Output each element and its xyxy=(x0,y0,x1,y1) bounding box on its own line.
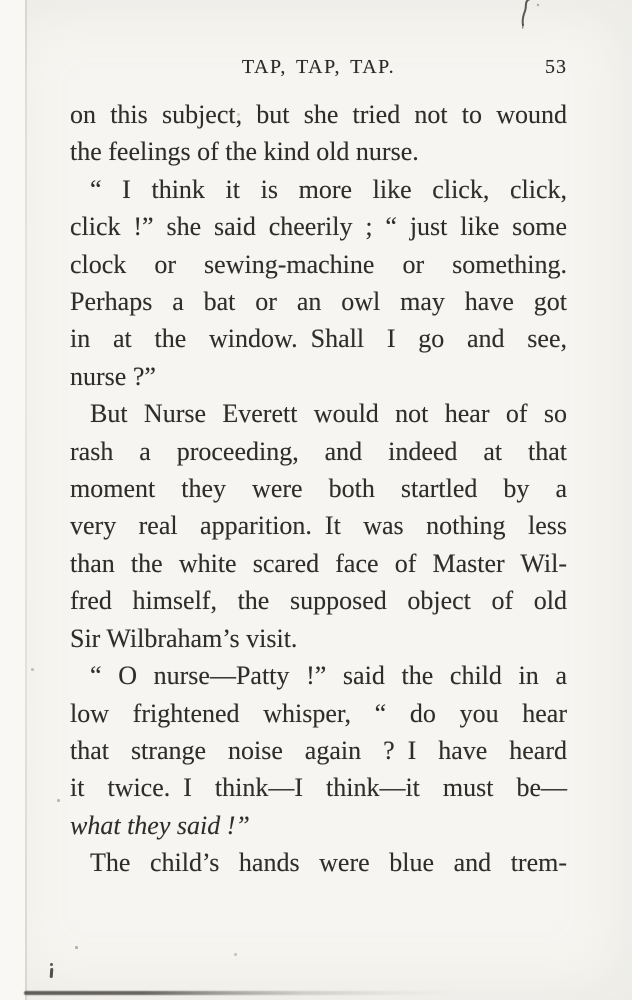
text-line: fred himself, the supposed object of old xyxy=(70,586,567,616)
text-line: click !” she said cheerily ; “ just like some xyxy=(70,212,567,242)
page-number: 53 xyxy=(545,56,567,78)
page-text xyxy=(70,96,567,882)
text-line: moment they were both startled by a xyxy=(70,474,567,504)
text-line: very real apparition. It was nothing less xyxy=(70,511,567,541)
running-header xyxy=(70,56,567,82)
page-fold-line xyxy=(25,0,27,1000)
ink-stroke xyxy=(50,968,53,978)
text-line: “ O nurse—Patty !” said the child in a xyxy=(90,661,567,691)
ink-speck-mark xyxy=(47,963,55,981)
ink-squiggle-mark xyxy=(513,0,543,32)
text-line: than the white scared face of Master Wil- xyxy=(70,548,567,578)
page-edge-strip xyxy=(0,0,25,1000)
text-line: what they said !” xyxy=(70,810,250,840)
scan-shadow-bar xyxy=(24,991,454,995)
dust-specks xyxy=(75,946,78,949)
text-line: rash a proceeding, and indeed at that xyxy=(70,436,567,466)
text-line: low frightened whisper, “ do you hear xyxy=(70,698,567,728)
text-line: But Nurse Everett would not hear of so xyxy=(90,399,567,429)
text-line: on this subject, but she tried not to wound xyxy=(70,100,567,129)
text-line: clock or sewing-machine or something. xyxy=(70,249,567,279)
text-line: in at the window. Shall I go and see, xyxy=(70,324,567,354)
text-line: nurse ?” xyxy=(70,361,156,391)
text-line: the feelings of the kind old nurse. xyxy=(70,137,419,167)
text-line: The child’s hands were blue and trem- xyxy=(90,848,567,878)
text-line: that strange noise again ? I have heard xyxy=(70,735,567,765)
text-line: Perhaps a bat or an owl may have got xyxy=(70,287,567,317)
text-line: Sir Wilbraham’s visit. xyxy=(70,623,298,653)
text-line: “ I think it is more like click, click, xyxy=(90,174,567,204)
text-line: it twice. I think—I think—it must be— xyxy=(70,773,567,803)
ink-dot xyxy=(50,963,53,966)
page-title: TAP, TAP, TAP. xyxy=(241,56,396,78)
